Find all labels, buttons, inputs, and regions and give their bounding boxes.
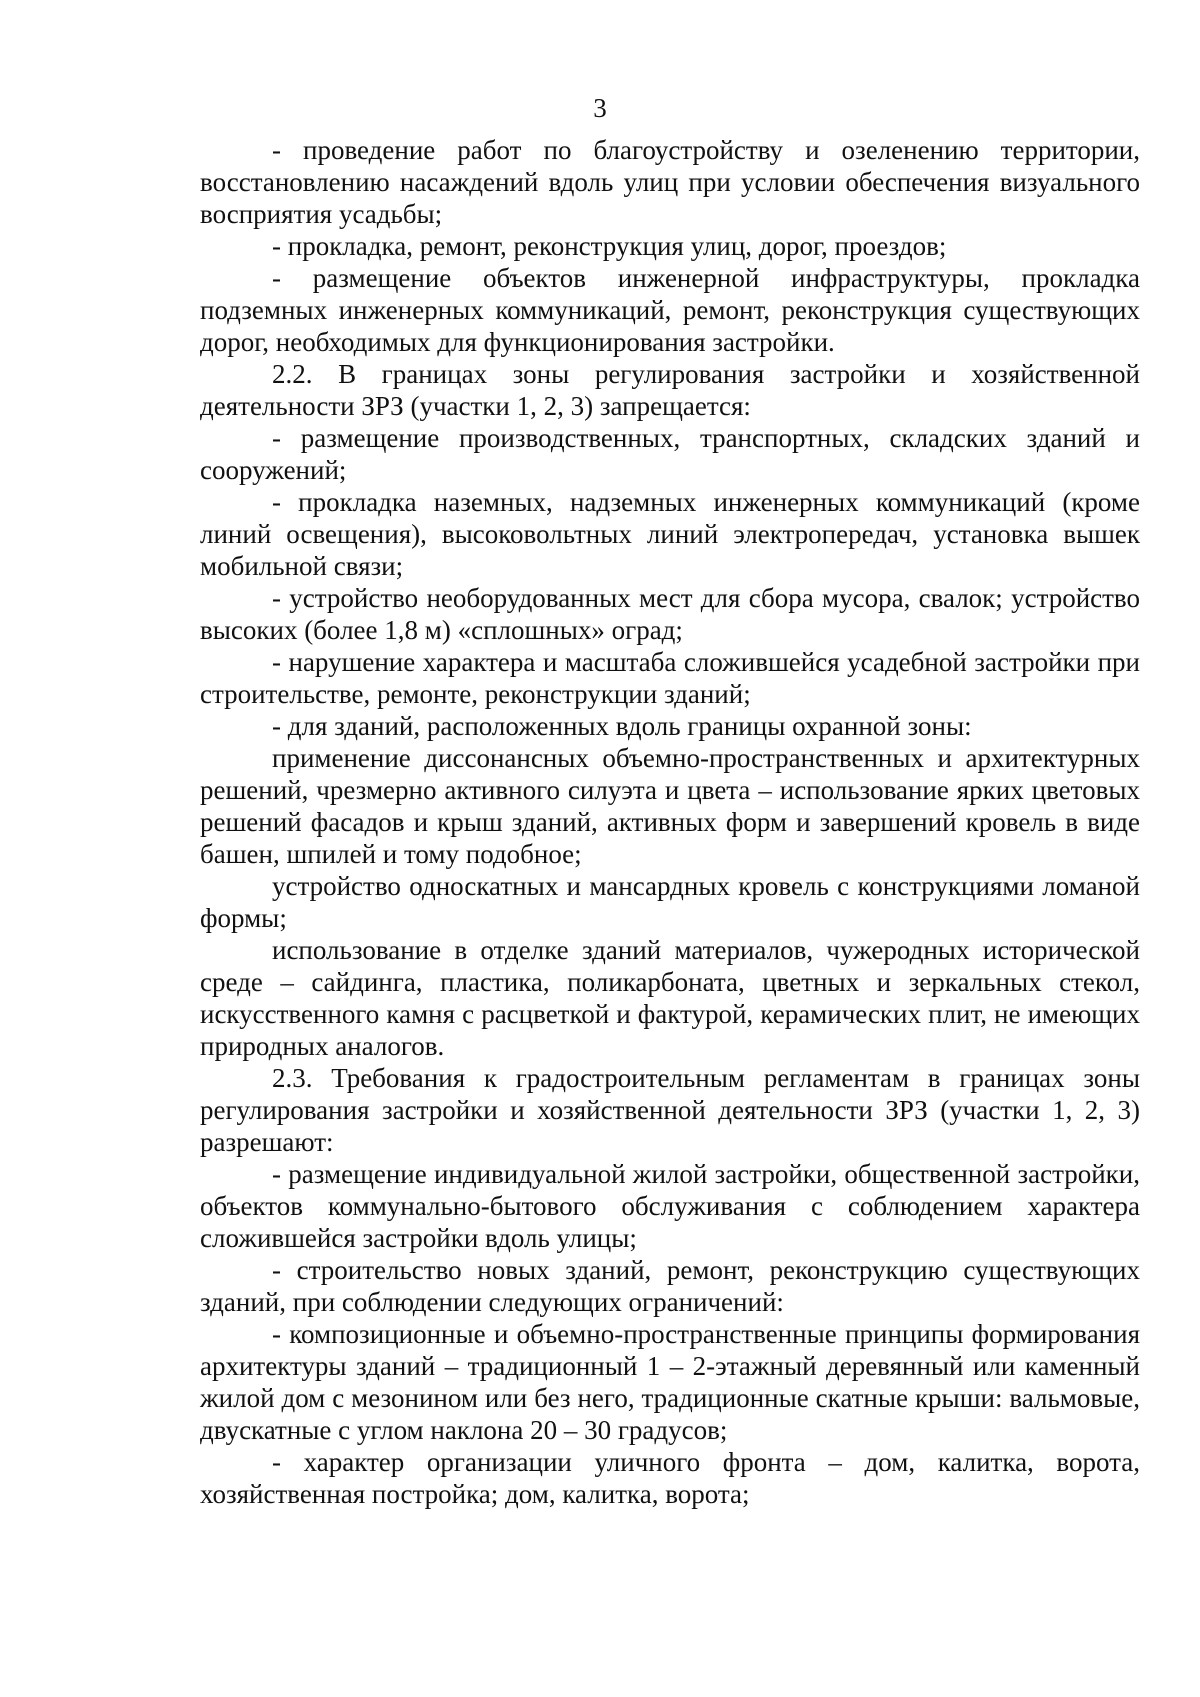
- paragraph: - для зданий, расположенных вдоль границы охранной зоны:: [272, 711, 972, 741]
- paragraph: - размещение объектов инженерной инфраструктуры, прокладка подземных инженерных коммуникаций, ремонт, реконструкция существующих дорог, необходимых для функционирования застройки.: [200, 263, 1140, 357]
- paragraph: устройство односкатных и мансардных кровель с конструкциями ломаной формы;: [200, 871, 1140, 933]
- section-paragraph: 2.3. Требования к градостроительным регламентам в границах зоны регулирования застройки и хозяйственной деятельности ЗРЗ (участки 1, 2, 3) разрешают:: [200, 1063, 1140, 1157]
- paragraph: - нарушение характера и масштаба сложившейся усадебной застройки при строительстве, ремонте, реконструкции зданий;: [200, 647, 1140, 709]
- paragraph: использование в отделке зданий материалов, чужеродных исторической среде – сайдинга, пластика, поликарбоната, цветных и зеркальных стекол, искусственного камня с расцветкой и фактурой, керамических плит, не имеющих природных аналогов.: [200, 935, 1140, 1061]
- paragraph: - прокладка наземных, надземных инженерных коммуникаций (кроме линий освещения), высоковольтных линий электропередач, установка вышек мобильной связи;: [200, 487, 1140, 581]
- paragraph: - характер организации уличного фронта – дом, калитка, ворота, хозяйственная постройка; дом, калитка, ворота;: [200, 1447, 1140, 1509]
- paragraph: - прокладка, ремонт, реконструкция улиц, дорог, проездов;: [272, 231, 947, 261]
- paragraph: - проведение работ по благоустройству и озеленению территории, восстановлению насаждений вдоль улиц при условии обеспечения визуального восприятия усадьбы;: [200, 135, 1140, 229]
- paragraph: - композиционные и объемно-пространственные принципы формирования архитектуры зданий – традиционный 1 – 2-этажный деревянный или каменный жилой дом с мезонином или без него, традиционные скатные крыши: вальмовые, двускатные с углом наклона 20 – 30 градусов;: [200, 1319, 1140, 1445]
- paragraph: - размещение индивидуальной жилой застройки, общественной застройки, объектов коммунально-бытового обслуживания с соблюдением характера сложившейся застройки вдоль улицы;: [200, 1159, 1140, 1253]
- paragraph: - устройство необорудованных мест для сбора мусора, свалок; устройство высоких (более 1,8 м) «сплошных» оград;: [200, 583, 1140, 645]
- paragraph: - размещение производственных, транспортных, складских зданий и сооружений;: [200, 423, 1140, 485]
- paragraph: применение диссонансных объемно-пространственных и архитектурных решений, чрезмерно активного силуэта и цвета – использование ярких цветовых решений фасадов и крыш зданий, активных форм и завершений кровель в виде башен, шпилей и тому подобное;: [200, 743, 1140, 869]
- paragraph: - строительство новых зданий, ремонт, реконструкцию существующих зданий, при соблюдении следующих ограничений:: [200, 1255, 1140, 1317]
- page-number: 3: [593, 93, 607, 123]
- section-paragraph: 2.2. В границах зоны регулирования застройки и хозяйственной деятельности ЗРЗ (участки 1, 2, 3) запрещается:: [200, 359, 1140, 421]
- document-body: [200, 134, 1140, 1510]
